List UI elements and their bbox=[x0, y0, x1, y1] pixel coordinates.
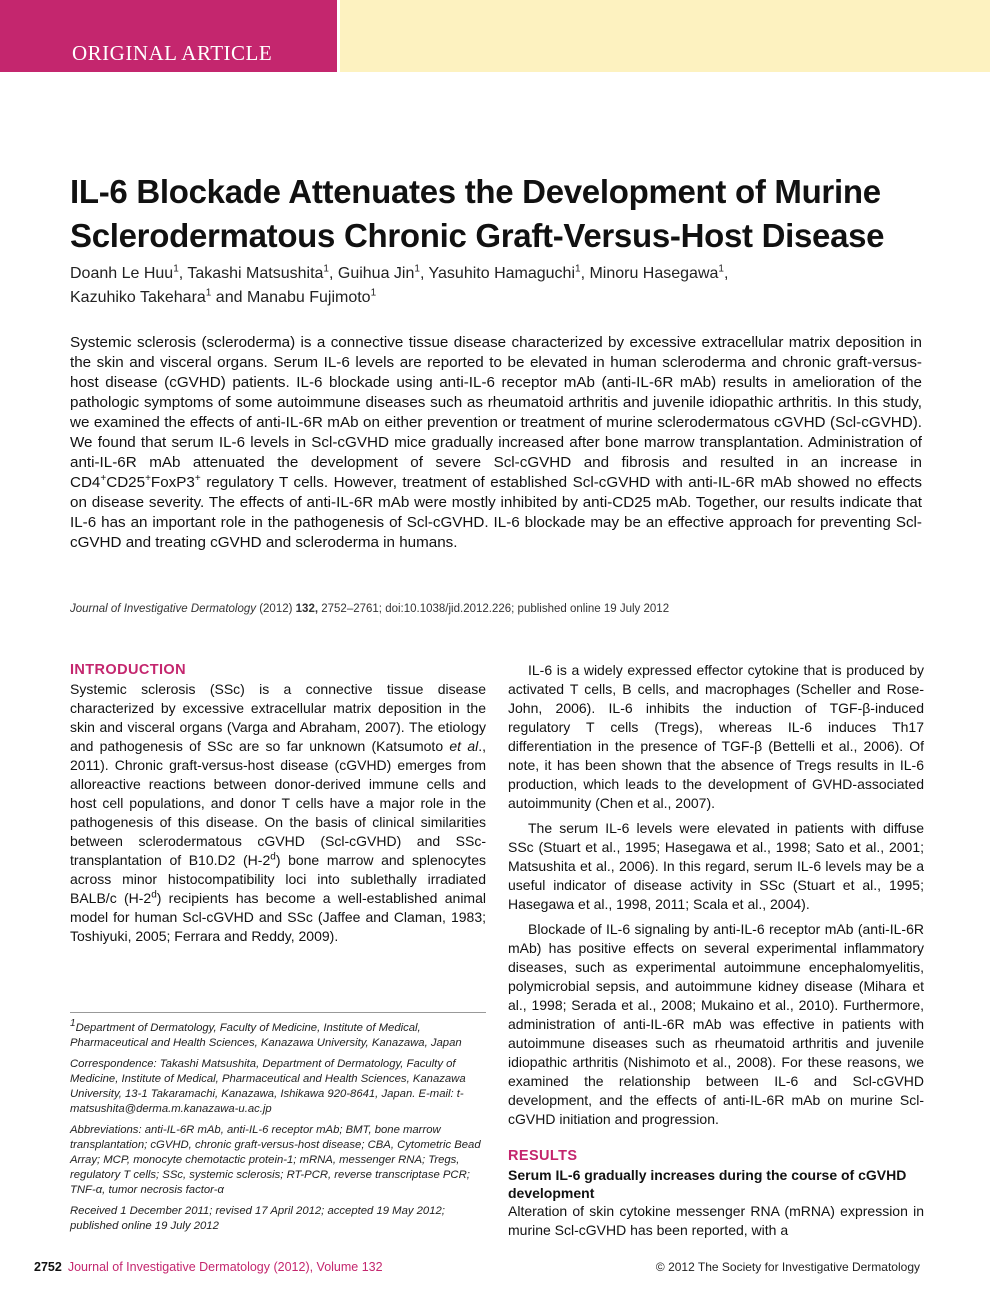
section-heading-results: RESULTS bbox=[508, 1148, 578, 1164]
author-name[interactable]: Yasuhito Hamaguchi bbox=[428, 265, 575, 282]
page-number: 2752 bbox=[34, 1260, 62, 1274]
author-name[interactable]: Takashi Matsushita bbox=[187, 265, 324, 282]
author-name[interactable]: Kazuhiko Takehara bbox=[70, 289, 206, 306]
article-type-label: ORIGINAL ARTICLE bbox=[72, 41, 273, 65]
body-paragraph: The serum IL-6 levels were elevated in patients with diffuse SSc (Stuart et al., 1995; Hasegawa et al., 1998; Sato et al., 2001; Matsushita et al., 2006). In this regard, serum IL-6 levels may be a useful indicator of disease activity in SSc (Stuart et al., 1995; Hasegawa et al., 1998, 2011; Scala et al., 2004). bbox=[508, 820, 924, 912]
author-name[interactable]: Doanh Le Huu bbox=[70, 265, 174, 282]
subsection-heading: Serum IL-6 gradually increases during the course of cGVHD development bbox=[508, 1167, 907, 1201]
abbreviations-note: Abbreviations: anti-IL-6R mAb, anti-IL-6 receptor mAb; BMT, bone marrow transplantation; cGVHD, chronic graft-versus-host disease; CBA, Cytometric Bead Array; MCP, monocyte chemotactic protein-1; mRNA, messenger RNA; Tregs, regulatory T cells; SSc, systemic sclerosis; RT-PCR, reverse transcriptase PCR; TNF-α, tumor necrosis factor-α bbox=[70, 1124, 481, 1196]
article-title: IL-6 Blockade Attenuates the Development of Murine Sclerodermatous Chronic Graft-Versus-Host Disease bbox=[70, 173, 885, 254]
header-band bbox=[340, 0, 990, 72]
footer-copyright: © 2012 The Society for Investigative Dermatology bbox=[655, 1260, 920, 1274]
author-name[interactable]: Manabu Fujimoto bbox=[246, 289, 371, 306]
body-paragraph: Blockade of IL-6 signaling by anti-IL-6 receptor mAb (anti-IL-6R mAb) has positive effects on several experimental inflammatory diseases, such as experimental autoimmune encephalomyelitis, polymicrobial sepsis, and autoimmune kidney disease (Mihara et al., 1998; Serada et al., 2008; Mukaino et al., 2010). Furthermore, administration of anti-IL-6R mAb was effective in patients with autoimmune diseases such as rheumatoid arthritis and juvenile idiopathic arthritis (Nishimoto et al., 2008). For these reasons, we examined the relationship between IL-6 and Scl-cGVHD development, and the effects of anti-IL-6R mAb on murine Scl-cGVHD initiation and progression. bbox=[508, 921, 924, 1127]
body-paragraph: Alteration of skin cytokine messenger RNA (mRNA) expression in murine Scl-cGVHD has been reported, with a bbox=[508, 1203, 924, 1238]
author-list: Doanh Le Huu$^1$, Takashi Matsushita$^1$, Guihua Jin$^1$, Yasuhito Hamaguchi$^1$, Minoru Hasegawa$^1$, Kazuhiko Takehara$^1$ and Manabu Fujimoto$^1$ bbox=[70, 263, 729, 306]
correspondence-note[interactable]: Correspondence: Takashi Matsushita, Department of Dermatology, Faculty of Medicine, Institute of Medical, Pharmaceutical and Health Sciences, Kanazawa University, 13-1 Takaramachi, Kanazawa, Ishikawa 920-8641, Japan. E-mail: t-matsushita@derma.m.kanazawa-u.ac.jp bbox=[70, 1058, 466, 1115]
citation-line: Journal of Investigative Dermatology (2012) 132, 2752–2761; doi:10.1038/jid.2012.226; published online 19 July 2012 bbox=[70, 603, 670, 615]
intro-paragraph: Systemic sclerosis (SSc) is a connective tissue disease characterized by excessive extracellular matrix deposition in the skin and visceral organs (Varga and Abraham, 2007). The etiology and pathogenesis of SSc are so far unknown (Katsumoto et al., 2011). Chronic graft-versus-host disease (cGVHD) emerges from alloreactive reactions between donor-derived immune cells and host cell populations, and donor T cells have a major role in the pathogenesis of this disease. On the basis of clinical similarities between sclerodermatous cGVHD (Scl-cGVHD) and SSc-transplantation of B10.D2 (H-2$^d$) bone marrow and splenocytes across minor histocompatibility loci into sublethally irradiated BALB/c (H-2$^d$) recipients has become a well-established animal model for human Scl-cGVHD and SSc (Jaffee and Claman, 1983; Toshiyuki, 2005; Ferrara and Reddy, 2009). bbox=[70, 681, 486, 944]
body-paragraph: IL-6 is a widely expressed effector cytokine that is produced by activated T cells, B cells, and macrophages (Scheller and Rose-John, 2006). IL-6 inhibits the induction of TGF-β-induced regulatory T cells (Tregs), whereas IL-6 induces Th17 differentiation in the presence of TGF-β (Bettelli et al., 2006). Of note, it has been shown that the absence of Tregs results in IL-6 production, which leads to the development of GVHD-associated autoimmunity (Chen et al., 2007). bbox=[508, 662, 924, 811]
abstract: Systemic sclerosis (scleroderma) is a connective tissue disease characterized by excessive extracellular matrix deposition in the skin and visceral organs. Serum IL-6 levels are reported to be elevated in human scleroderma and chronic graft-versus-host disease (cGVHD) patients. IL-6 blockade using anti-IL-6 receptor mAb (anti-IL-6R mAb) results in amelioration of the pathologic symptoms of some autoimmune diseases such as rheumatoid arthritis and juvenile idiopathic arthritis. In this study, we examined the effects of anti-IL-6R mAb on either prevention or treatment of murine sclerodermatous cGVHD (Scl-cGVHD). We found that serum IL-6 levels in Scl-cGVHD mice gradually increased after bone marrow transplantation. Administration of anti-IL-6R mAb attenuated the development of severe Scl-cGVHD and fibrosis and resulted in an increase in CD4+CD25+FoxP3+ regulatory T cells. However, treatment of established Scl-cGVHD with anti-IL-6R mAb showed no effects on disease severity. The effects of anti-IL-6R mAb were mostly inhibited by anti-CD25 mAb. Together, our results indicate that IL-6 has an important role in the pathogenesis of Scl-cGVHD. IL-6 blockade may be an effective approach for preventing Scl-cGVHD and treating cGVHD and scleroderma in humans. bbox=[70, 334, 922, 551]
right-column bbox=[508, 661, 924, 1240]
section-heading-introduction: INTRODUCTION bbox=[70, 662, 186, 678]
left-column bbox=[70, 661, 486, 946]
author-name[interactable]: Guihua Jin bbox=[337, 265, 415, 282]
affiliation-note: $^1$Department of Dermatology, Faculty of Medicine, Institute of Medical, Pharmaceutical and Health Sciences, Kanazawa University, Kanazawa, Japan bbox=[70, 1018, 462, 1049]
author-name[interactable]: Minoru Hasegawa bbox=[589, 265, 719, 282]
dates-note: Received 1 December 2011; revised 17 April 2012; accepted 19 May 2012; published online 19 July 2012 bbox=[70, 1205, 445, 1232]
footnotes bbox=[70, 1012, 486, 1240]
footer-journal: 2752 Journal of Investigative Dermatology (2012), Volume 132 bbox=[34, 1260, 383, 1274]
